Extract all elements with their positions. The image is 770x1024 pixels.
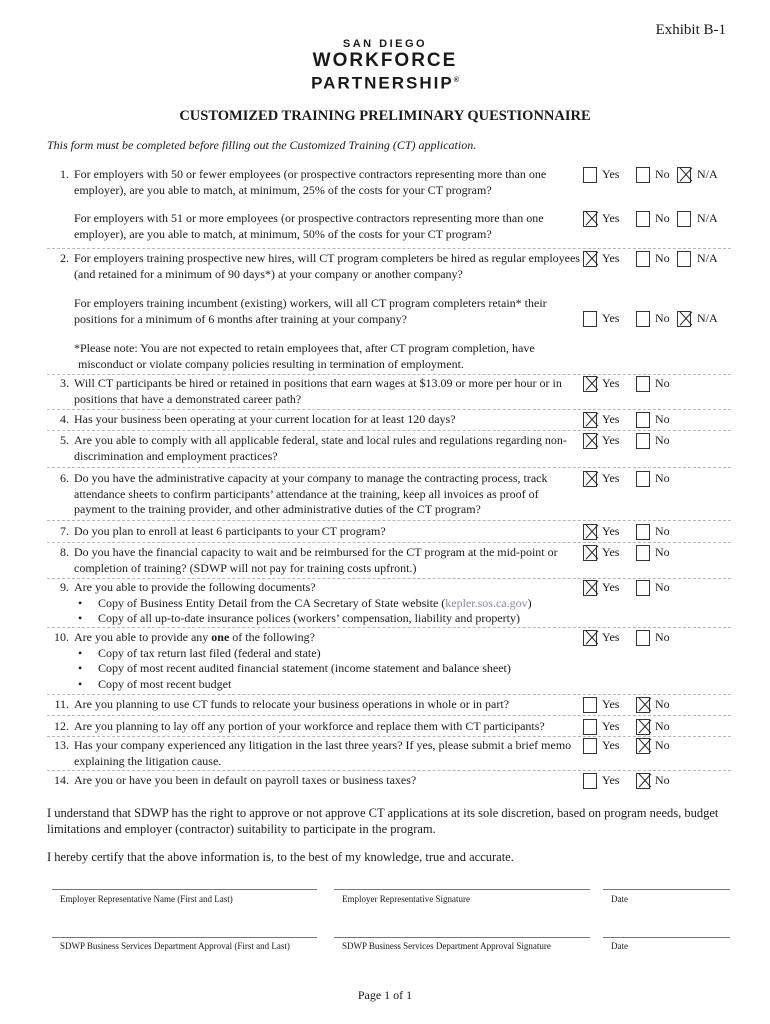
- question-text: Are you able to comply with all applicable federal, state and local rules and regulations regarding non-discrimination and employment practices?: [74, 433, 567, 463]
- yes-checkbox[interactable]: [583, 738, 597, 754]
- question-9: [47, 580, 582, 627]
- logo-line-san-diego: SAN DIEGO: [342, 38, 428, 50]
- rep-name-line[interactable]: [52, 889, 317, 890]
- question-number: 10.: [54, 630, 69, 644]
- question-text: Are you able to provide the following documents?: [74, 580, 316, 594]
- question-number: 4.: [60, 412, 69, 426]
- divider: [47, 736, 731, 737]
- bullet-item: • Copy of most recent budget: [78, 676, 232, 691]
- yes-checkbox[interactable]: [583, 697, 597, 713]
- divider: [47, 520, 731, 521]
- no-label: No: [655, 697, 670, 711]
- no-checkbox[interactable]: [636, 412, 650, 428]
- no-label: No: [655, 773, 670, 787]
- yes-checkbox[interactable]: [583, 376, 597, 392]
- no-checkbox[interactable]: [636, 580, 650, 596]
- no-checkbox[interactable]: [636, 524, 650, 540]
- divider: [47, 694, 731, 695]
- no-checkbox[interactable]: [636, 471, 650, 487]
- bullet-item: • Copy of Business Entity Detail from the CA Secretary of State website (kepler.sos.ca.gov): [78, 595, 532, 610]
- yes-label: Yes: [602, 524, 620, 538]
- sdwp-name-line[interactable]: [52, 937, 317, 938]
- date-label-1: Date: [611, 894, 628, 904]
- date-label-2: Date: [611, 941, 628, 951]
- yes-label: Yes: [602, 630, 620, 644]
- exhibit-label: Exhibit B-1: [655, 22, 726, 38]
- na-checkbox[interactable]: [677, 251, 691, 267]
- rep-name-label: Employer Representative Name (First and Last): [60, 894, 233, 904]
- no-checkbox[interactable]: [636, 738, 650, 754]
- question-number: 13.: [54, 738, 69, 752]
- divider: [47, 542, 731, 543]
- question-text: Do you have the financial capacity to wait and be reimbursed for the CT program at the mid-point or completion of training? (SDWP will not pay for training costs upfront.): [74, 545, 558, 575]
- yes-label: Yes: [602, 167, 620, 181]
- yes-label: Yes: [602, 580, 620, 594]
- question-number: 14.: [54, 773, 69, 787]
- question-10: [47, 630, 582, 692]
- question-text: For employers with 50 or fewer employees (or prospective contractors representing more than one employer), are you able to match, at minimum, 25% of the costs for your CT program?: [74, 167, 547, 197]
- divider: [47, 248, 731, 249]
- question-text: Has your business been operating at your current location for at least 120 days?: [74, 412, 456, 426]
- question-number: 2.: [60, 251, 69, 265]
- question-text: For employers with 51 or more employees (or prospective contractors representing more than one employer), are you able to match, at minimum, 50% of the costs for your CT program?: [74, 211, 544, 241]
- no-checkbox[interactable]: [636, 433, 650, 449]
- no-label: No: [655, 412, 670, 426]
- no-label: No: [655, 471, 670, 485]
- bullet-item: • Copy of most recent audited financial statement (income statement and balance sheet): [78, 661, 511, 675]
- divider: [47, 578, 731, 579]
- yes-label: Yes: [602, 376, 620, 390]
- divider: [47, 715, 731, 716]
- question-number: 9.: [60, 580, 69, 594]
- no-checkbox[interactable]: [636, 211, 650, 227]
- question-5: [47, 433, 582, 464]
- yes-checkbox[interactable]: [583, 630, 597, 646]
- na-label: N/A: [697, 311, 718, 325]
- no-label: No: [655, 376, 670, 390]
- divider: [47, 374, 731, 375]
- question-text: Are you planning to lay off any portion of your workforce and replace them with CT participants?: [74, 719, 545, 733]
- na-checkbox[interactable]: [677, 311, 691, 327]
- no-checkbox[interactable]: [636, 719, 650, 735]
- no-label: No: [655, 433, 670, 447]
- yes-checkbox[interactable]: [583, 524, 597, 540]
- question-12: [47, 719, 582, 735]
- intro-text: This form must be completed before filling out the Customized Training (CT) application.: [47, 138, 477, 152]
- question-text: Are you or have you been in default on payroll taxes or business taxes?: [74, 773, 417, 787]
- no-checkbox[interactable]: [636, 630, 650, 646]
- yes-checkbox[interactable]: [583, 412, 597, 428]
- question-text: Will CT participants be hired or retained in positions that earn wages at $13.09 or more per hour or in positions that have a demonstrated career path?: [74, 376, 562, 406]
- yes-checkbox[interactable]: [583, 719, 597, 735]
- sdwp-signature-line[interactable]: [334, 937, 590, 938]
- retention-note: [47, 341, 582, 372]
- question-number: 7.: [60, 524, 69, 538]
- no-label: No: [655, 545, 670, 559]
- yes-label: Yes: [602, 545, 620, 559]
- question-7: [47, 524, 582, 540]
- no-checkbox[interactable]: [636, 311, 650, 327]
- no-label: No: [655, 211, 670, 225]
- no-label: No: [655, 719, 670, 733]
- question-text: For employers training incumbent (existing) workers, will all CT program completers retain* their positions for a minimum of 6 months after training at your company?: [74, 296, 547, 326]
- sdwp-logo: [0, 38, 770, 93]
- question-2b: [47, 296, 582, 327]
- no-checkbox[interactable]: [636, 167, 650, 183]
- yes-label: Yes: [602, 773, 620, 787]
- question-1a: [47, 167, 582, 198]
- na-label: N/A: [697, 251, 718, 265]
- note-text: *Please note: You are not expected to retain employees that, after CT program completion, have misconduct or violate company policies resulting in termination of employment.: [74, 341, 535, 371]
- date-line-1[interactable]: [603, 889, 730, 890]
- yes-label: Yes: [602, 412, 620, 426]
- divider: [47, 430, 731, 431]
- question-14: [47, 773, 582, 789]
- yes-checkbox[interactable]: [583, 167, 597, 183]
- no-checkbox[interactable]: [636, 376, 650, 392]
- rep-signature-line[interactable]: [334, 889, 590, 890]
- question-number: 1.: [60, 167, 69, 181]
- yes-label: Yes: [602, 719, 620, 733]
- question-8: [47, 545, 582, 576]
- question-text: Are you able to provide any one of the following?: [74, 630, 315, 644]
- question-number: 6.: [60, 471, 69, 485]
- question-text: Has your company experienced any litigation in the last three years? If yes, please submit a brief memo explaining the litigation cause.: [74, 738, 572, 768]
- page-number: Page 1 of 1: [357, 988, 413, 1002]
- kepler-link[interactable]: kepler.sos.ca.gov: [445, 595, 528, 610]
- logo-line-partnership: PARTNERSHIP®: [311, 73, 459, 93]
- yes-label: Yes: [602, 433, 620, 447]
- na-checkbox[interactable]: [677, 167, 691, 183]
- no-checkbox[interactable]: [636, 251, 650, 267]
- no-checkbox[interactable]: [636, 773, 650, 789]
- certification-statement: I hereby certify that the above information is, to the best of my knowledge, true and accurate.: [47, 850, 514, 864]
- divider: [47, 467, 731, 468]
- date-line-2[interactable]: [603, 937, 730, 938]
- bullet-item: • Copy of tax return last filed (federal and state): [78, 645, 321, 660]
- yes-checkbox[interactable]: [583, 433, 597, 449]
- question-number: 12.: [54, 719, 69, 733]
- page-title: CUSTOMIZED TRAINING PRELIMINARY QUESTIONNAIRE: [179, 108, 591, 124]
- question-11: [47, 697, 582, 713]
- question-4: [47, 412, 582, 428]
- sdwp-name-label: SDWP Business Services Department Approval (First and Last): [60, 941, 290, 951]
- yes-label: Yes: [602, 697, 620, 711]
- yes-checkbox[interactable]: [583, 580, 597, 596]
- divider: [47, 770, 731, 771]
- yes-label: Yes: [602, 471, 620, 485]
- yes-checkbox[interactable]: [583, 545, 597, 561]
- no-label: No: [655, 251, 670, 265]
- no-label: No: [655, 580, 670, 594]
- no-label: No: [655, 630, 670, 644]
- no-checkbox[interactable]: [636, 697, 650, 713]
- question-text: For employers training prospective new hires, will CT program completers be hired as regular employees (and retained for a minimum of 90 days*) at your company or another company?: [74, 251, 580, 281]
- no-label: No: [655, 738, 670, 752]
- yes-label: Yes: [602, 738, 620, 752]
- no-checkbox[interactable]: [636, 545, 650, 561]
- yes-checkbox[interactable]: [583, 311, 597, 327]
- na-label: N/A: [697, 167, 718, 181]
- question-number: 8.: [60, 545, 69, 559]
- question-6: [47, 471, 582, 518]
- rep-signature-label: Employer Representative Signature: [342, 894, 470, 904]
- na-label: N/A: [697, 211, 718, 225]
- question-2a: [47, 251, 582, 282]
- question-text: Do you plan to enroll at least 6 participants to your CT program?: [74, 524, 386, 538]
- question-1b: [47, 211, 582, 242]
- question-number: 11.: [54, 697, 69, 711]
- no-label: No: [655, 311, 670, 325]
- question-text: Do you have the administrative capacity at your company to manage the contracting process, track attendance sheets to confirm participants’ attendance at the training, keep all invoices as proof of payment to the training provider, and other administrative duties of the CT program?: [74, 471, 548, 516]
- sdwp-signature-label: SDWP Business Services Department Approval Signature: [342, 941, 551, 951]
- divider: [47, 409, 731, 410]
- question-number: 5.: [60, 433, 69, 447]
- logo-line-workforce: WORKFORCE: [312, 50, 458, 71]
- divider: [47, 627, 731, 628]
- approval-statement: I understand that SDWP has the right to approve or not approve CT applications at its sole discretion, based on program needs, budget limitations and employer (contractor) suitability to participate in the program.: [47, 806, 719, 836]
- no-label: No: [655, 524, 670, 538]
- yes-label: Yes: [602, 211, 620, 225]
- question-number: 3.: [60, 376, 69, 390]
- yes-label: Yes: [602, 311, 620, 325]
- question-13: [47, 738, 582, 769]
- bullet-item: • Copy of all up-to-date insurance polices (workers’ compensation, liability and property): [78, 611, 520, 625]
- no-label: No: [655, 167, 670, 181]
- yes-checkbox[interactable]: [583, 773, 597, 789]
- question-3: [47, 376, 582, 407]
- yes-checkbox[interactable]: [583, 211, 597, 227]
- na-checkbox[interactable]: [677, 211, 691, 227]
- yes-checkbox[interactable]: [583, 471, 597, 487]
- question-text: Are you planning to use CT funds to relocate your business operations in whole or in part?: [74, 697, 510, 711]
- yes-label: Yes: [602, 251, 620, 265]
- yes-checkbox[interactable]: [583, 251, 597, 267]
